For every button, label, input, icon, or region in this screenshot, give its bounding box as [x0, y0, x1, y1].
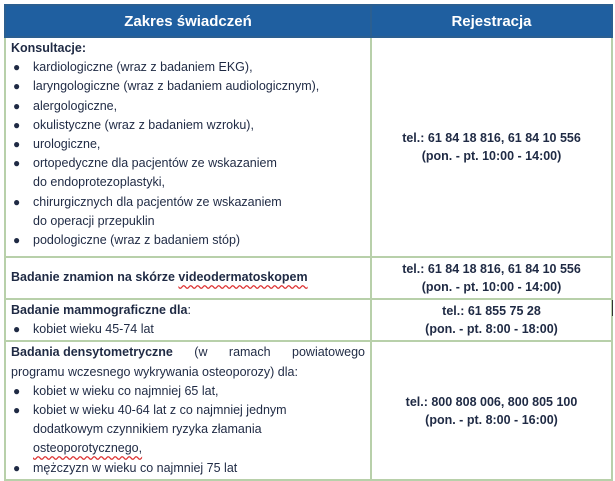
services-registration-table [4, 4, 611, 481]
registration-cell [371, 341, 612, 479]
list-item: ● chirurgicznych dla pacjentów ze wskazaniem do operacji przepuklin [13, 194, 282, 228]
bullet-icon: ● [13, 117, 21, 132]
row-heading: Badania densytometryczne (w ramach powiatowego [11, 345, 365, 360]
bullet-icon: ● [13, 79, 21, 94]
row-heading: Konsultacje: [11, 41, 87, 55]
table-header-row [5, 5, 612, 37]
registration-cell [371, 37, 612, 257]
opening-hours: (pon. - pt. 8:00 - 18:00) [425, 322, 558, 337]
list-item: ● alergologiczne, [11, 97, 365, 116]
list-item: ● ortopedyczne dla pacjentów ze wskazaniem do endoprotezoplastyki, [13, 156, 277, 190]
bullet-icon: ● [13, 403, 21, 418]
bullet-icon: ● [13, 322, 21, 337]
header-registration: Rejestracja [371, 5, 612, 37]
services-list [11, 382, 365, 478]
table-row [5, 257, 612, 299]
services-list [11, 320, 365, 339]
registration-cell [371, 257, 612, 299]
services-list [11, 58, 365, 250]
bullet-icon: ● [13, 383, 21, 398]
list-item: ● kobiet w wieku co najmniej 65 lat, [11, 382, 365, 401]
registration-cell [371, 299, 612, 341]
row-intro: programu wczesnego wykrywania osteoporozy) dla: [11, 364, 298, 379]
row-heading: Badanie znamion na skórze videodermatoskopem [11, 270, 308, 285]
services-cell [5, 37, 371, 257]
table-row [5, 37, 612, 257]
bullet-icon: ● [13, 460, 21, 475]
services-cell [5, 257, 371, 299]
list-item: ● podologiczne (wraz z badaniem stóp) [11, 231, 365, 250]
opening-hours: (pon. - pt. 8:00 - 16:00) [425, 412, 558, 427]
phone-numbers: tel.: 61 855 75 28 [442, 304, 541, 319]
bullet-icon: ● [13, 137, 21, 152]
bullet-icon: ● [13, 156, 21, 171]
list-item: ● okulistyczne (wraz z badaniem wzroku), [11, 116, 365, 135]
services-cell [5, 299, 371, 341]
list-item: ● laryngologiczne (wraz z badaniem audiologicznym), [11, 77, 365, 96]
list-item: ● kobiet w wieku 40-64 lat z co najmniej jednym dodatkowym czynnikiem ryzyka złamania osteoporotycznego, [13, 403, 287, 456]
opening-hours: (pon. - pt. 10:00 - 14:00) [421, 280, 562, 294]
bullet-icon: ● [13, 194, 21, 209]
table [4, 4, 613, 481]
list-item: ● mężczyzn w wieku co najmniej 75 lat [11, 459, 365, 478]
phone-numbers: tel.: 800 808 006, 800 805 100 [405, 394, 578, 409]
header-services: Zakres świadczeń [5, 5, 371, 37]
list-item: ● urologiczne, [11, 135, 365, 154]
services-cell [5, 341, 371, 479]
text-cursor [612, 300, 613, 316]
table-row [5, 341, 612, 479]
table-row [5, 299, 612, 341]
opening-hours: (pon. - pt. 10:00 - 14:00) [421, 149, 562, 163]
phone-numbers: tel.: 61 84 18 816, 61 84 10 556 [402, 262, 581, 276]
row-heading: Badanie mammograficzne dla: [11, 303, 191, 317]
phone-numbers: tel.: 61 84 18 816, 61 84 10 556 [402, 131, 581, 145]
bullet-icon: ● [13, 60, 21, 75]
list-item: ● kobiet wieku 45-74 lat [11, 320, 365, 339]
bullet-icon: ● [13, 98, 21, 113]
bullet-icon: ● [13, 233, 21, 248]
list-item: ● kardiologiczne (wraz z badaniem EKG), [11, 58, 365, 77]
